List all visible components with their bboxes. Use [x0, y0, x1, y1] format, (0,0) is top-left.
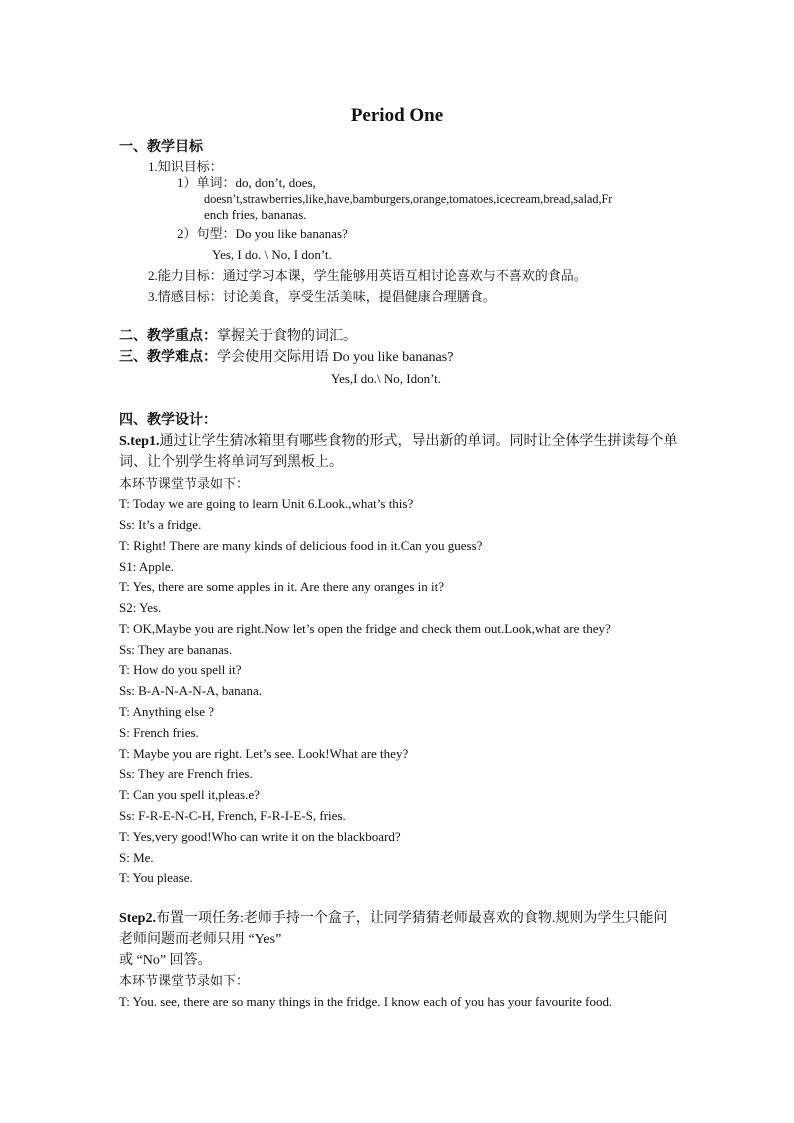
record-label-2: 本环节课堂节录如下： [119, 973, 250, 988]
dialogue-line: T: Anything else ? [119, 704, 215, 719]
objectives-heading: 一、教学目标 [119, 140, 203, 155]
key-point-label: 二、教学重点： [119, 329, 217, 344]
record-label-1: 本环节课堂节录如下： [119, 476, 250, 491]
step2-line-2: 老师问题而老师只用 “Yes” [119, 932, 282, 947]
dialogue-line: Ss: They are French fries. [119, 766, 253, 781]
dialogue-line: T: Yes, there are some apples in it. Are there any oranges in it? [119, 579, 444, 594]
dialogue-line: T: OK,Maybe you are right.Now let’s open the fridge and check them out.Look,what are they? [119, 621, 611, 636]
dialogue-line: Ss: They are bananas. [119, 642, 233, 657]
step2-label: Step2. [119, 911, 156, 926]
page-title: Period One [350, 105, 444, 126]
step2-line-3: 或 “No” 回答。 [119, 953, 212, 968]
key-point-text: 掌握关于食物的词汇。 [217, 329, 357, 344]
dialogue-line: T: You please. [119, 870, 193, 885]
difficulty-text: 学会使用交际用语 Do you like bananas? [217, 350, 454, 365]
dialogue-line: S: French fries. [119, 725, 199, 740]
key-point [119, 328, 357, 346]
dialogue-line: T: Right! There are many kinds of delicious food in it.Can you guess? [119, 538, 483, 553]
dialogue-line: T: Today we are going to learn Unit 6.Look.,what’s this? [119, 496, 414, 511]
emotion-objective: 3.情感目标：讨论美食，享受生活美味，提倡健康合理膳食。 [148, 289, 496, 304]
step1-label: S.tep1. [119, 434, 160, 449]
difficulty-answer: Yes,I do.\ No, Idon’t. [331, 371, 442, 386]
dialogue-line: T: How do you spell it? [119, 662, 242, 677]
step2-line-1 [119, 910, 667, 928]
dialogue-line-last: T: You. see, there are so many things in the fridge. I know each of you has your favourite food. [119, 994, 613, 1009]
knowledge-objective-label: 1.知识目标： [148, 159, 223, 174]
words-line-3: ench fries, bananas. [204, 207, 307, 222]
dialogue-line: S2: Yes. [119, 600, 162, 615]
design-heading: 四、教学设计： [119, 413, 217, 428]
ability-objective: 2.能力目标：通过学习本课，学生能够用英语互相讨论喜欢与不喜欢的食品。 [148, 268, 587, 283]
dialogue-line: T: Maybe you are right. Let’s see. Look!What are they? [119, 746, 409, 761]
dialogue-line: Ss: It’s a fridge. [119, 517, 202, 532]
step1-line-2: 词、让个别学生将单词写到黑板上。 [119, 455, 343, 470]
sentence-pattern-line-2: Yes, I do. \ No, I don’t. [212, 247, 332, 262]
dialogue-line: Ss: B-A-N-A-N-A, banana. [119, 683, 262, 698]
dialogue-line: Ss: F-R-E-N-C-H, French, F-R-I-E-S, fries. [119, 808, 346, 823]
dialogue-line: S: Me. [119, 850, 154, 865]
dialogue-line: T: Can you spell it,pleas.e? [119, 787, 260, 802]
words-line-2: doesn’t,strawberries,like,have,bamburgers,orange,tomatoes,icecream,bread,salad,Fr [204, 192, 613, 206]
step1-line-1 [119, 433, 677, 451]
dialogue-line: T: Yes,very good!Who can write it on the blackboard? [119, 829, 401, 844]
dialogue-line: S1: Apple. [119, 559, 174, 574]
difficulty-label: 三、教学难点： [119, 350, 217, 365]
words-line-1: 1）单词：do, don’t, does, [177, 175, 316, 190]
step1-text: 通过让学生猜冰箱里有哪些食物的形式，导出新的单词。同时让全体学生拼读每个单 [159, 434, 678, 449]
step2-text: 布置一项任务:老师手持一个盒子，让同学猜猜老师最喜欢的食物.规则为学生只能问 [155, 911, 668, 926]
sentence-pattern-line-1: 2）句型：Do you like bananas? [177, 226, 348, 241]
difficulty [119, 349, 453, 367]
